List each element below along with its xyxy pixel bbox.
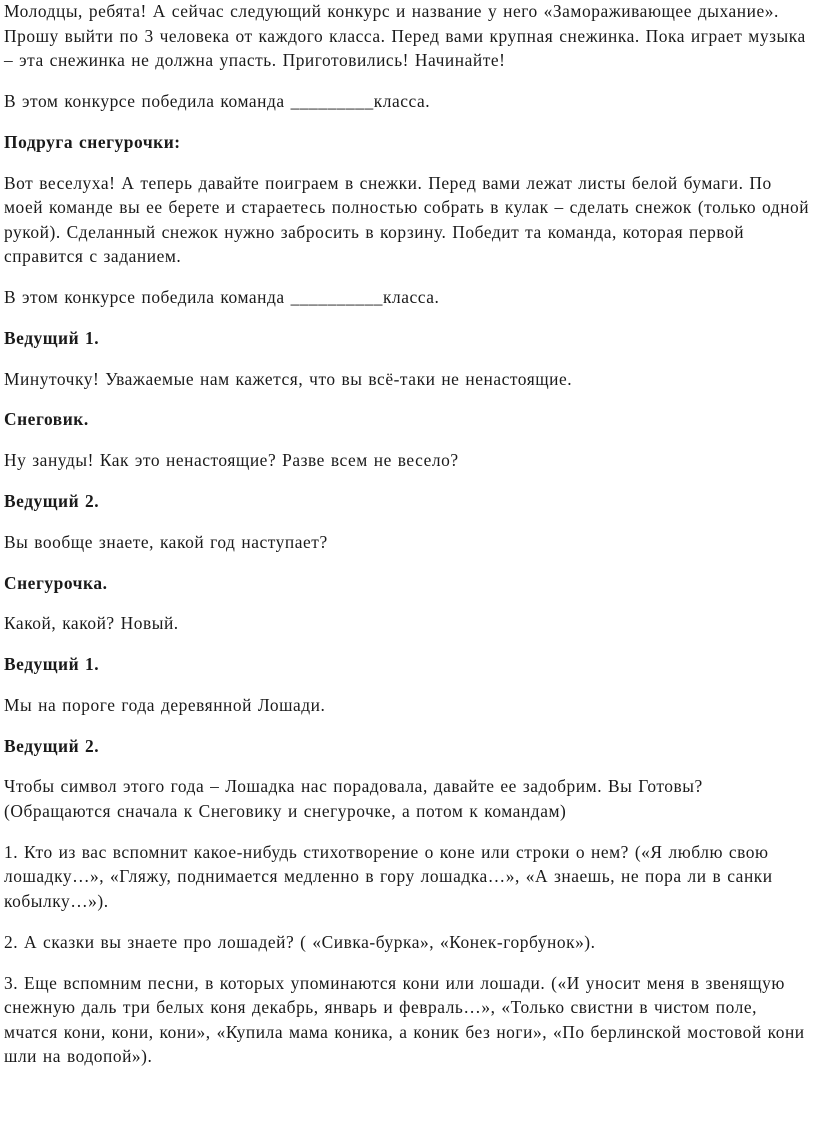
speaker-heading-host-1: Ведущий 1. — [4, 327, 100, 348]
speaker-heading-snegurochka-friend: Подруга снегурочки: — [4, 131, 181, 152]
paragraph-host-2-line: Вы вообще знаете, какой год наступает? — [4, 531, 328, 552]
paragraph-host-1-second-line: Мы на пороге года деревянной Лошади. — [4, 694, 326, 715]
paragraph-winner-line-1: В этом конкурсе победила команда _________класса. — [4, 90, 431, 111]
paragraph-snowball-game: Вот веселуха! А теперь давайте поиграем в снежки. Перед вами лежат листы белой бумаги. По моей команде вы ее берете и стараетесь полностью собрать в кулак – сделать снежок (только одной рукой). Сделанный снежок нужно забросить в корзину. Победит та команда, которая первой справится с заданием. — [4, 172, 810, 267]
paragraph-contest-intro: Молодцы, ребята! А сейчас следующий конкурс и название у него «Замораживающее дыхание». Прошу выйти по 3 человека от каждого класса. Перед вами крупная снежинка. Пока играет музыка – эта снежинка не должна упасть. Приготовились! Начинайте! — [4, 1, 806, 71]
list-item-songs: 3. Еще вспомним песни, в которых упоминаются кони или лошади. («И уносит меня в звенящую снежную даль три белых коня декабрь, январь и февраль…», «Только свистни в чистом поле, мчатся кони, кони, кони», «Купила мама коника, а коник без ноги», «По берлинской мостовой кони шли на водопой»). — [4, 972, 805, 1067]
paragraph-snegurochka-line: Какой, какой? Новый. — [4, 613, 179, 634]
paragraph-host-1-line: Минуточку! Уважаемые нам кажется, что вы всё-таки не ненастоящие. — [4, 368, 573, 389]
speaker-heading-host-2: Ведущий 2. — [4, 491, 100, 511]
speaker-heading-host-2-second: Ведущий 2. — [4, 735, 100, 756]
paragraph-snowman-line: Ну зануды! Как это ненастоящие? Разве всем не весело? — [4, 450, 459, 471]
speaker-heading-snowman: Снеговик. — [4, 409, 89, 430]
speaker-heading-snegurochka: Снегурочка. — [4, 572, 108, 593]
paragraph-winner-line-2: В этом конкурсе победила команда __________класса. — [4, 287, 440, 308]
list-item-tales: 2. А сказки вы знаете про лошадей? ( «Сивка-бурка», «Конек-горбунок»). — [4, 931, 596, 952]
list-item-poems: 1. Кто из вас вспомнит какое-нибудь стихотворение о коне или строки о нем? («Я люблю свою лошадку…», «Гляжу, поднимается медленно в гору лошадка…», «А знаешь, не пора ли в санки кобылку…»). — [4, 841, 773, 912]
paragraph-horse-symbol: Чтобы символ этого года – Лошадка нас порадовала, давайте ее задобрим. Вы Готовы? (Обращаются сначала к Снеговику и снегурочке, а потом к командам) — [4, 776, 703, 822]
speaker-heading-host-1-second: Ведущий 1. — [4, 654, 100, 675]
